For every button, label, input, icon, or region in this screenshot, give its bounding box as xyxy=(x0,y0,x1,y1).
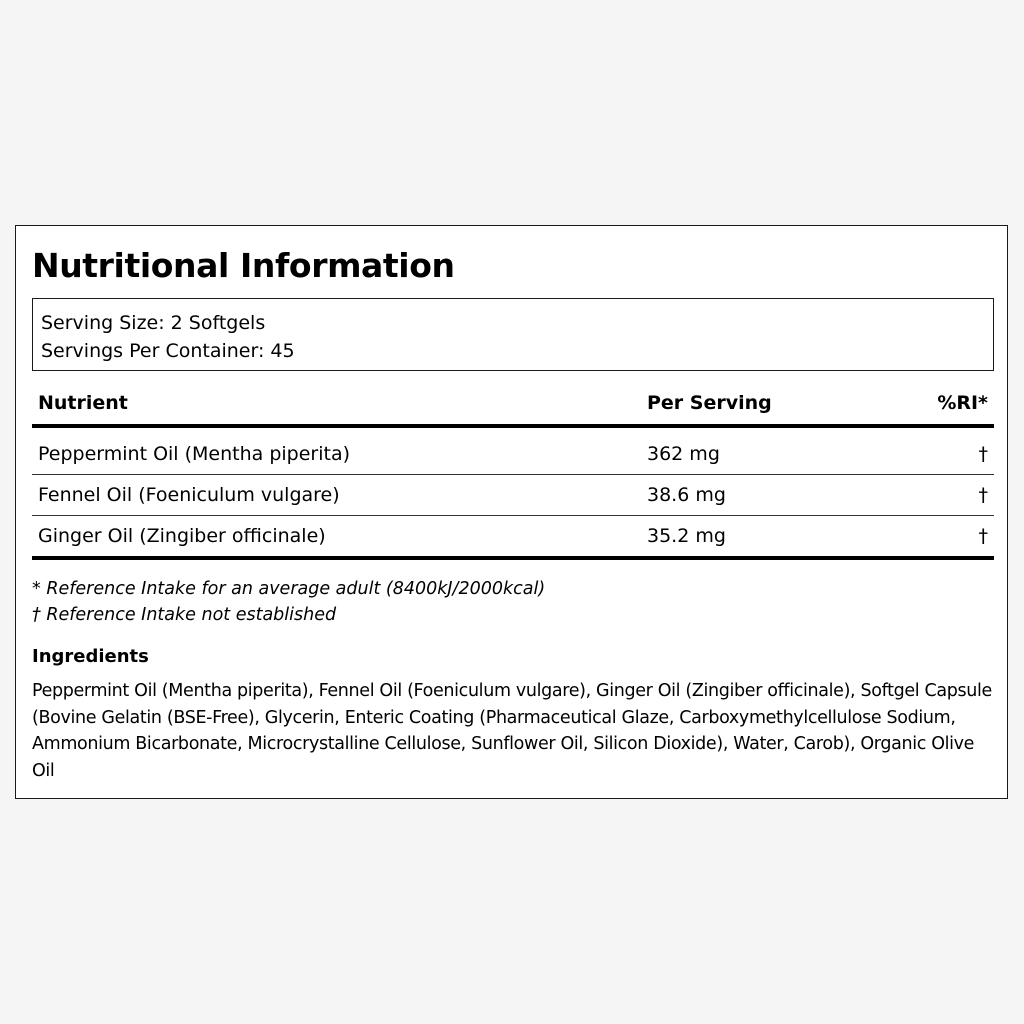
nutrient-amount: 35.2 mg xyxy=(647,525,726,547)
table-header-row xyxy=(32,386,994,428)
table-body xyxy=(32,434,994,560)
nutrient-ri: † xyxy=(978,525,988,547)
nutrient-name: Peppermint Oil (Mentha piperita) xyxy=(38,443,351,465)
panel-title: Nutritional Information xyxy=(32,246,455,285)
nutrient-name: Fennel Oil (Foeniculum vulgare) xyxy=(38,484,340,506)
footnote-reference-intake: * Reference Intake for an average adult (8400kJ/2000kcal) xyxy=(32,579,546,599)
nutrition-panel xyxy=(15,225,1008,799)
servings-per-container: Servings Per Container: 45 xyxy=(41,340,295,362)
serving-size: Serving Size: 2 Softgels xyxy=(41,312,266,334)
nutrient-amount: 38.6 mg xyxy=(647,484,726,506)
table-row xyxy=(32,516,994,560)
ingredients-title: Ingredients xyxy=(32,646,149,667)
footnotes xyxy=(32,576,545,628)
table-row xyxy=(32,434,994,475)
serving-info-box xyxy=(32,298,994,371)
table-row xyxy=(32,475,994,516)
nutrient-ri: † xyxy=(978,443,988,465)
footnote-not-established: † Reference Intake not established xyxy=(32,605,337,625)
nutrient-ri: † xyxy=(978,484,988,506)
nutrient-name: Ginger Oil (Zingiber officinale) xyxy=(38,525,326,547)
nutrient-table xyxy=(32,386,994,560)
header-ri: %RI* xyxy=(937,392,988,414)
header-nutrient: Nutrient xyxy=(38,392,128,414)
header-per-serving: Per Serving xyxy=(647,392,772,414)
nutrient-amount: 362 mg xyxy=(647,443,720,465)
ingredients-text: Peppermint Oil (Mentha piperita), Fennel Oil (Foeniculum vulgare), Ginger Oil (Zingiber officinale), Softgel Capsule (Bovine Gelatin (BSE-Free), Glycerin, Enteric Coating (Pharmaceutical Glaze, Carboxymethylcellulose Sodium, Ammonium Bicarbonate, Microcrystalline Cellulose, Sunflower Oil, Silicon Dioxide), Water, Carob), Organic Olive Oil xyxy=(32,681,992,781)
